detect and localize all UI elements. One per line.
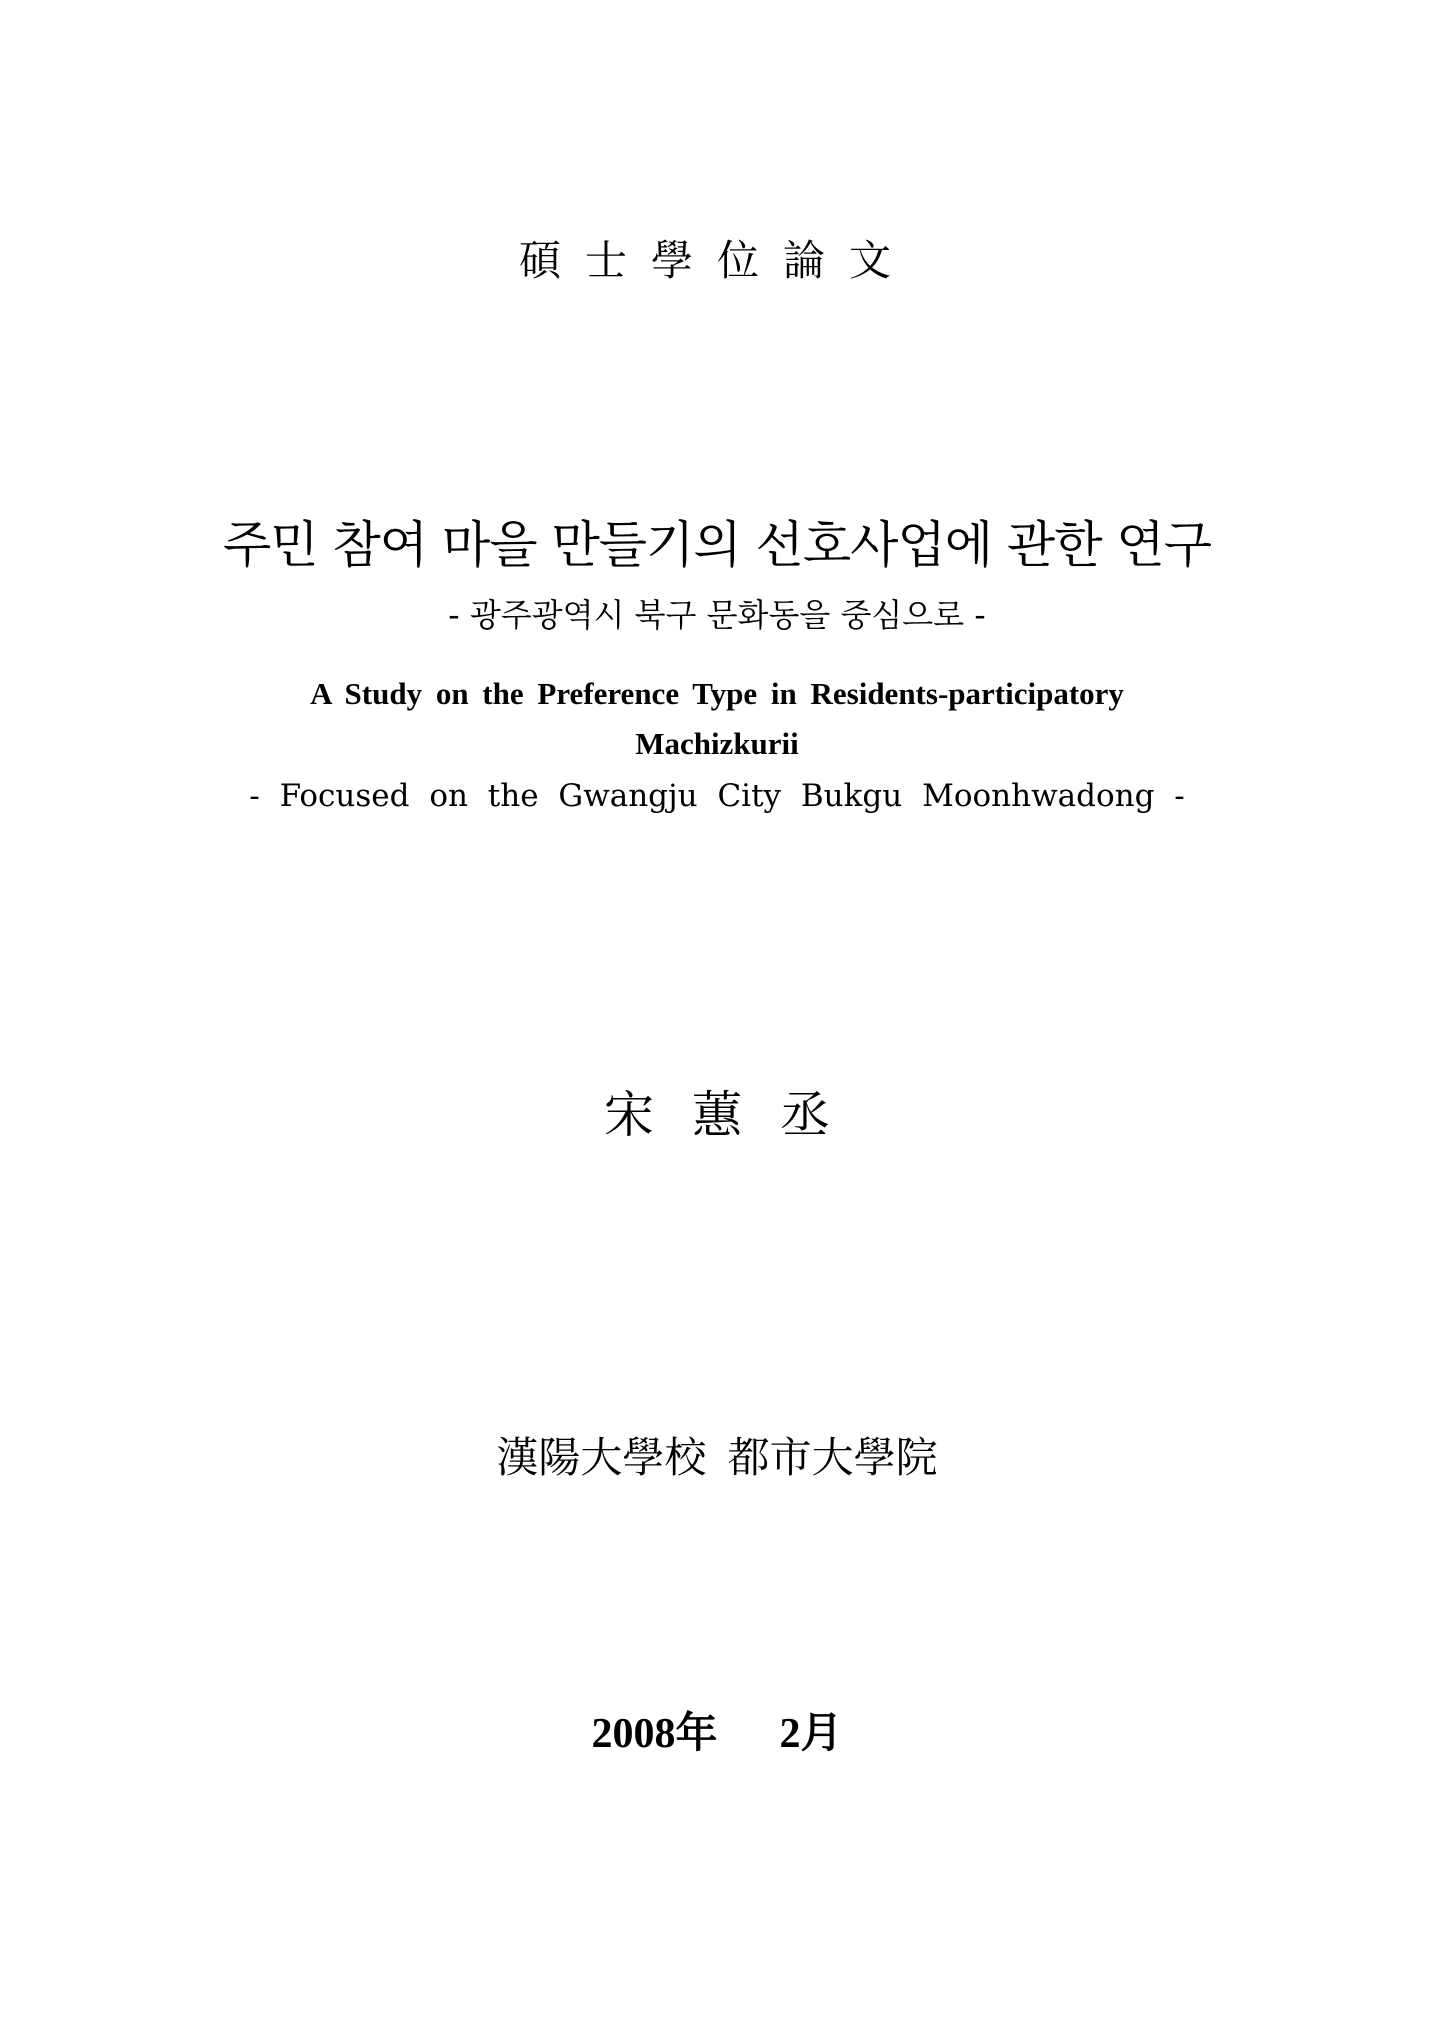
degree-heading: 碩士學位論文 (518, 236, 915, 285)
date-year: 2008年 (591, 1711, 718, 1757)
author-name: 宋蕙丞 (604, 1086, 868, 1144)
english-title-line-1: A Study on the Preference Type in Residents-participatory (310, 676, 1124, 711)
korean-title: 주민 참여 마을 만들기의 선호사업에 관한 연구 (222, 516, 1212, 574)
institution-name: 漢陽大學校 都市大學院 (496, 1433, 938, 1482)
korean-subtitle: - 광주광역시 북구 문화동을 중심으로 - (448, 596, 986, 634)
date-month: 2月 (779, 1711, 843, 1757)
english-subtitle: - Focused on the Gwangju City Bukgu Moonhwadong - (249, 778, 1185, 814)
submission-date (0, 1700, 1434, 1760)
english-title-line-2: Machizkurii (635, 726, 799, 761)
